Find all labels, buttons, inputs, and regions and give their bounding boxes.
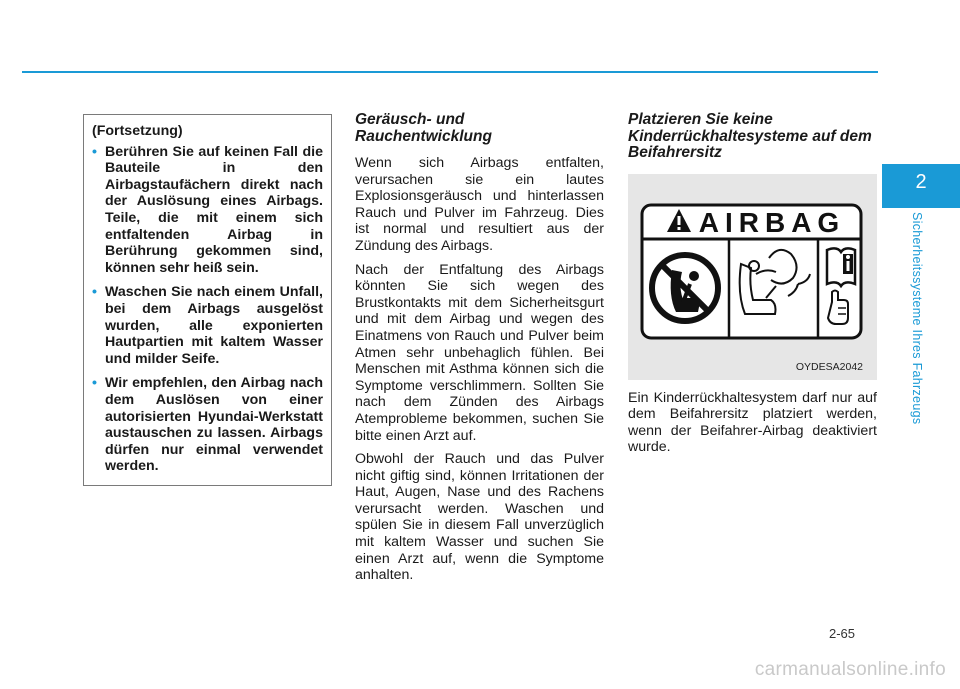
right-column	[628, 112, 877, 463]
paragraph: Nach der Entfaltung des Airbags könnten Sie sich wegen des Brustkontakts mit dem Sicherheitsgurt und mit dem Airbag und wegen des Einatmens von Rauch und Pulver beim Atmen sehr unbehaglich fühlen. Bei Menschen mit Asthma können sich die Symptome verschlimmern. Sollten Sie nach dem Zünden des Airbags Atemprobleme bekommen, suchen Sie bitte einen Arzt auf.	[355, 261, 604, 444]
warning-item	[92, 284, 323, 367]
warning-item	[92, 144, 323, 277]
paragraph: Wenn sich Airbags entfalten, verursachen sie ein lautes Explosionsgeräusch und hinterlassen Rauch und Pulver im Fahrzeug. Dies ist normal und resultiert aus der Zündung des Airbags.	[355, 155, 604, 254]
chapter-title: Sicherheitssysteme Ihres Fahrzeugs	[910, 212, 924, 425]
section-heading-noise-smoke: Geräusch- und Rauchentwicklung	[355, 111, 492, 145]
warning-item-text: Berühren Sie auf keinen Fall die Bauteile in den Airbagstaufächern direkt nach der Auslösung eines Airbags. Teile, die mit einem sich entfaltenden Airbag in Berührung gekommen sind, können sehr heiß sein.	[105, 143, 323, 276]
paragraph: Obwohl der Rauch und das Pulver nicht giftig sind, können Irritationen der Haut, Augen, Nase und des Rachens verursacht werden. Waschen und spülen Sie in diesem Fall unverzüglich mit kaltem Wasser und suchen Sie einen Arzt auf, wenn die Symptome anhalten.	[355, 451, 604, 584]
chapter-tab	[882, 164, 960, 208]
figure-code: OYDESA2042	[795, 360, 863, 373]
warning-item-text: Wir empfehlen, den Airbag nach dem Auslösen von einer autorisierten Hyundai-Werkstatt austauschen zu lassen. Airbags dürfen nur einmal verwendet werden.	[105, 375, 323, 475]
watermark: carmanualsonline.info	[754, 659, 946, 680]
middle-column	[355, 112, 604, 591]
section-heading-child-seat: Platzieren Sie keine Kinderrückhaltesysteme auf dem Beifahrersitz	[628, 111, 872, 161]
bullet-icon: •	[92, 375, 97, 392]
top-rule	[22, 71, 878, 73]
airbag-warning-label-figure	[628, 174, 877, 380]
airbag-label-text: AIRBAG	[698, 206, 846, 238]
bullet-icon: •	[92, 284, 97, 301]
warning-box	[83, 114, 332, 486]
page-number: 2-65	[829, 626, 856, 641]
warning-item-text: Waschen Sie nach einem Unfall, bei dem Airbags ausgelöst wurden, alle exponierten Hautpartien mit kaltem Wasser und milder Seife.	[105, 284, 323, 367]
airbag-label-illustration	[628, 174, 877, 380]
chapter-number: 2	[915, 171, 927, 193]
paragraph: Ein Kinderrückhaltesystem darf nur auf dem Beifahrersitz platziert werden, wenn der Beifahrer-Airbag deaktiviert wurde.	[628, 389, 877, 456]
bullet-icon: •	[92, 143, 97, 160]
warning-item	[92, 375, 323, 475]
warning-title: (Fortsetzung)	[92, 123, 183, 139]
